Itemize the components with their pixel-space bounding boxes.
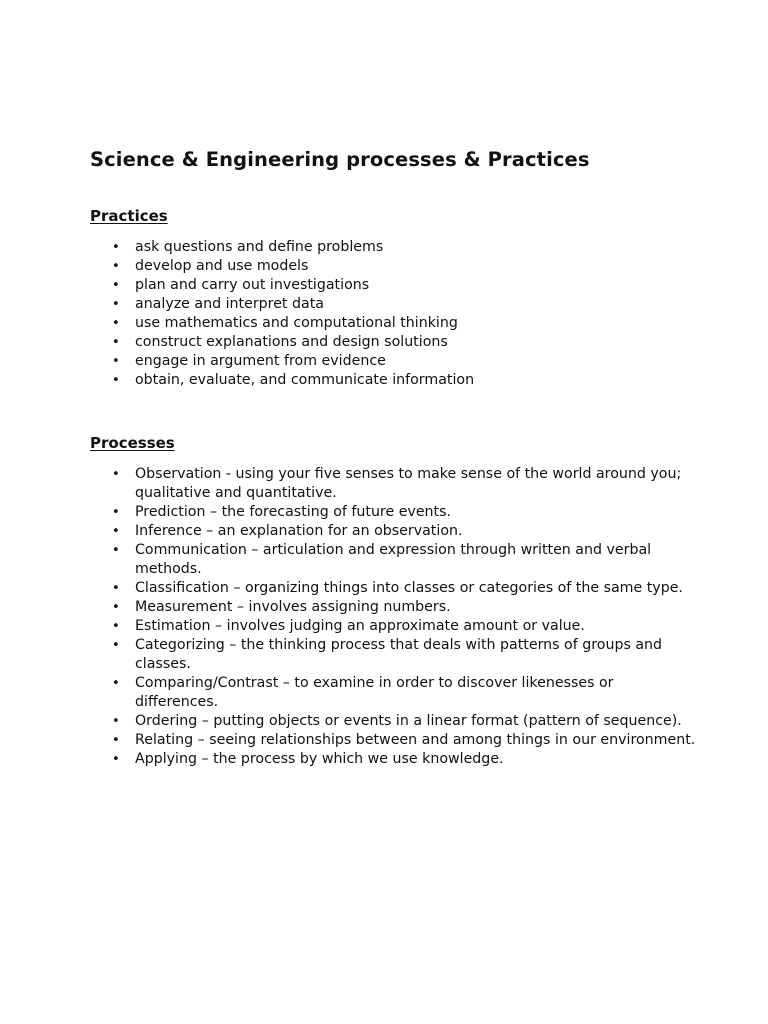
bullet-icon: •: [112, 581, 120, 596]
bullet-icon: •: [112, 467, 120, 482]
processes-heading: Processes: [90, 434, 175, 452]
page-title: Science & Engineering processes & Practices: [90, 148, 590, 171]
bullet-icon: •: [112, 278, 120, 293]
list-item-text: Estimation – involves judging an approximate amount or value.: [135, 618, 585, 634]
bullet-icon: •: [112, 600, 120, 615]
list-item: [108, 522, 698, 541]
bullet-icon: •: [112, 733, 120, 748]
list-item: [108, 238, 698, 257]
list-item: [108, 731, 698, 750]
list-item-text: develop and use models: [135, 258, 309, 274]
bullet-icon: •: [112, 373, 120, 388]
bullet-icon: •: [112, 676, 120, 691]
list-item: [108, 257, 698, 276]
list-item: [108, 465, 698, 503]
practices-heading: Practices: [90, 207, 168, 225]
list-item-text: Prediction – the forecasting of future events.: [135, 504, 452, 520]
list-item-text: Communication – articulation and expression through written and verbal methods.: [135, 542, 652, 577]
list-item-text: Applying – the process by which we use knowledge.: [135, 751, 504, 767]
list-item: [108, 314, 698, 333]
list-item-text: analyze and interpret data: [135, 296, 324, 312]
list-item: [108, 579, 698, 598]
bullet-icon: •: [112, 240, 120, 255]
list-item-text: Ordering – putting objects or events in a linear format (pattern of sequence).: [135, 713, 682, 729]
list-item: [108, 674, 698, 712]
list-item-text: Comparing/Contrast – to examine in order to discover likenesses or differences.: [135, 675, 614, 710]
bullet-icon: •: [112, 638, 120, 653]
list-item-text: Relating – seeing relationships between and among things in our environment.: [135, 732, 696, 748]
list-item-text: Categorizing – the thinking process that deals with patterns of groups and classes.: [135, 637, 663, 672]
list-item: [108, 541, 698, 579]
list-item: [108, 333, 698, 352]
processes-list: [108, 465, 698, 769]
bullet-icon: •: [112, 259, 120, 274]
list-item: [108, 617, 698, 636]
list-item: [108, 750, 698, 769]
list-item: [108, 503, 698, 522]
bullet-icon: •: [112, 297, 120, 312]
list-item: [108, 352, 698, 371]
bullet-icon: •: [112, 752, 120, 767]
bullet-icon: •: [112, 505, 120, 520]
list-item: [108, 712, 698, 731]
list-item-text: ask questions and define problems: [135, 239, 384, 255]
bullet-icon: •: [112, 543, 120, 558]
bullet-icon: •: [112, 524, 120, 539]
list-item-text: obtain, evaluate, and communicate information: [135, 372, 475, 388]
list-item: [108, 636, 698, 674]
list-item-text: plan and carry out investigations: [135, 277, 370, 293]
list-item-text: Classification – organizing things into classes or categories of the same type.: [135, 580, 683, 596]
list-item: [108, 295, 698, 314]
list-item: [108, 598, 698, 617]
list-item-text: Measurement – involves assigning numbers.: [135, 599, 451, 615]
bullet-icon: •: [112, 354, 120, 369]
list-item-text: Inference – an explanation for an observation.: [135, 523, 463, 539]
list-item: [108, 276, 698, 295]
bullet-icon: •: [112, 316, 120, 331]
list-item-text: Observation - using your five senses to make sense of the world around you; qualitative and quantitative.: [135, 466, 682, 501]
list-item: [108, 371, 698, 390]
list-item-text: use mathematics and computational thinking: [135, 315, 458, 331]
practices-list: [108, 238, 698, 390]
bullet-icon: •: [112, 714, 120, 729]
bullet-icon: •: [112, 619, 120, 634]
list-item-text: engage in argument from evidence: [135, 353, 386, 369]
list-item-text: construct explanations and design solutions: [135, 334, 448, 350]
bullet-icon: •: [112, 335, 120, 350]
